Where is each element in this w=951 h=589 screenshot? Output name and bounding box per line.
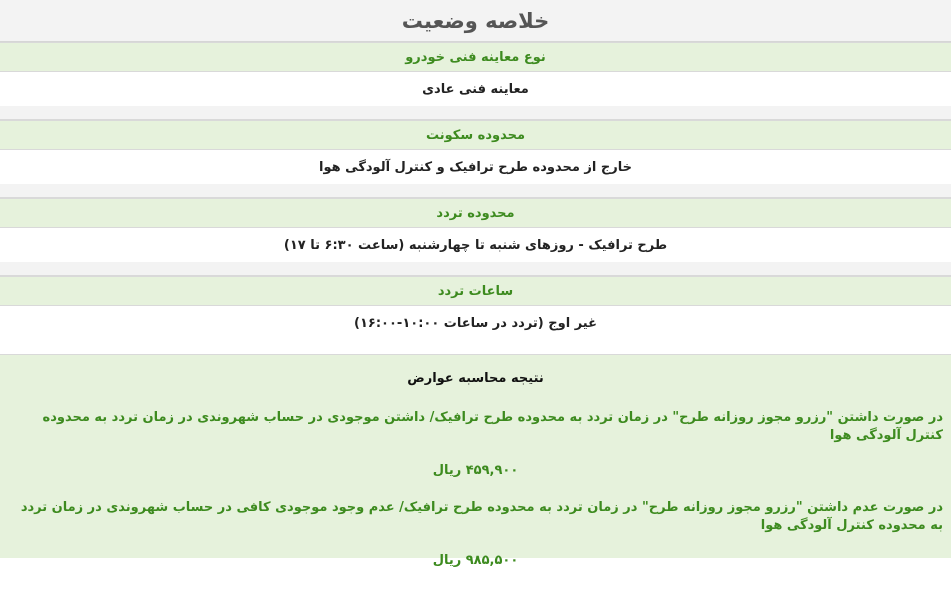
section-residence-area-value: خارج از محدوده طرح ترافیک و کنترل آلودگی هوا (0, 150, 951, 184)
section-divider (0, 106, 951, 120)
section-traffic-area-value: طرح ترافیک - روزهای شنبه تا چهارشنبه (ساعت ۶:۳۰ تا ۱۷) (0, 228, 951, 262)
section-divider (0, 262, 951, 276)
section-inspection-type-label: نوع معاینه فنی خودرو (0, 42, 951, 72)
section-traffic-area-label: محدوده تردد (0, 198, 951, 228)
fee-amount-without-reservation: ۹۸۵,۵۰۰ ریال (432, 553, 519, 568)
section-divider (0, 184, 951, 198)
section-residence-area-label: محدوده سکونت (0, 120, 951, 150)
fee-case-with-reservation: در صورت داشتن "رزرو مجوز روزانه طرح" در زمان تردد به محدوده طرح ترافیک/ داشتن موجودی در حساب شهروندی در زمان تردد به محدوده کنترل آلودگی هوا (42, 410, 943, 443)
fee-case-without-reservation: در صورت عدم داشتن "رزرو مجوز روزانه طرح" در زمان تردد به محدوده طرح ترافیک/ عدم وجود موجودی کافی در حساب شهروندی در زمان تردد به محدوده کنترل آلودگی هوا (20, 500, 943, 533)
fee-result-title: نتیجه محاسبه عوارض (407, 371, 544, 386)
section-inspection-type-value: معاینه فنی عادی (0, 72, 951, 106)
section-traffic-hours-label: ساعات تردد (0, 276, 951, 306)
page-title: خلاصه وضعیت (0, 0, 951, 42)
fee-amount-with-reservation: ۴۵۹,۹۰۰ ریال (432, 463, 519, 478)
section-traffic-hours-value: غیر اوج (تردد در ساعات ۱۰:۰۰-۱۶:۰۰) (0, 306, 951, 340)
fee-result-panel (0, 354, 951, 568)
